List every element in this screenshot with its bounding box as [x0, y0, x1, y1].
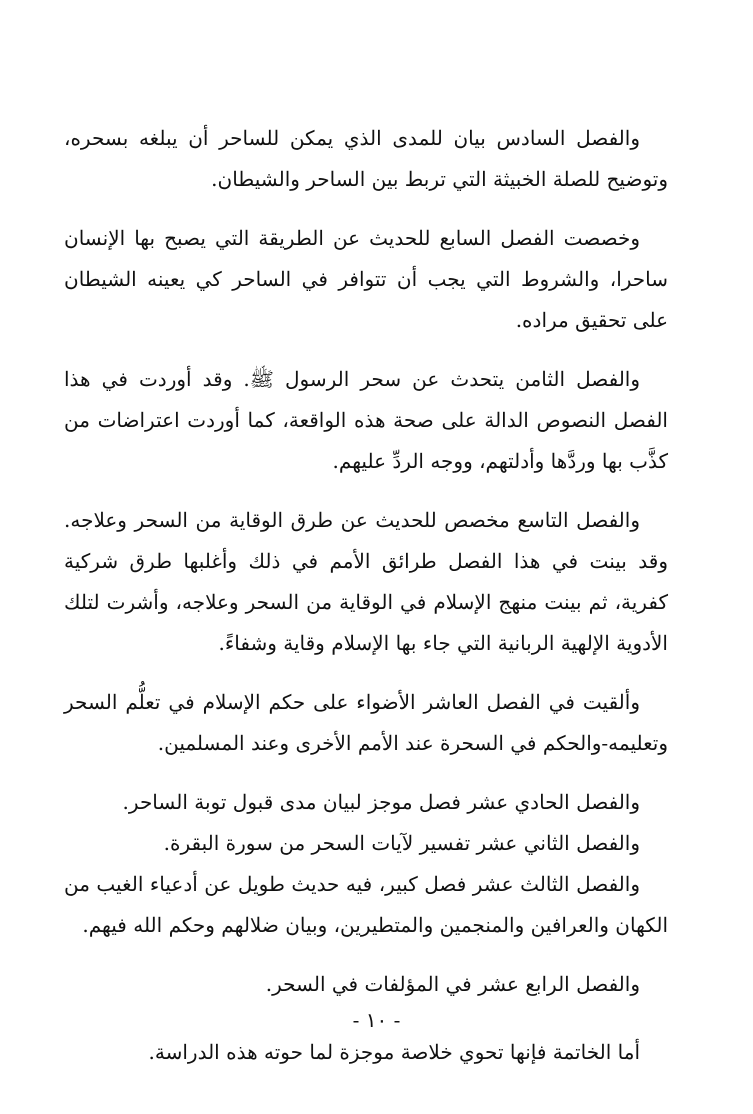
paragraph-chapter-10: وألقيت في الفصل العاشر الأضواء على حكم الإسلام في تعلُّم السحر وتعليمه-والحكم في السحرة عند الأمم الأخرى وعند المسلمين. — [64, 690, 668, 755]
paragraph-chapter-9: والفصل التاسع مخصص للحديث عن طرق الوقاية من السحر وعلاجه. وقد بينت في هذا الفصل طرائق الأمم في ذلك وأغلبها طرق شركية كفرية، ثم بينت منهج الإسلام في الوقاية من السحر وعلاجه، وأشرت لتلك الأدوية الإلهية الربانية التي جاء بها الإسلام وقاية وشفاءً. — [64, 508, 668, 655]
paragraph-chapter-7: وخصصت الفصل السابع للحديث عن الطريقة التي يصبح بها الإنسان ساحرا، والشروط التي يجب أن تتوافر في الساحر كي يعينه الشيطان على تحقيق مراده. — [64, 226, 668, 332]
page-body — [64, 118, 668, 1091]
paragraph-chapter-11: والفصل الحادي عشر فصل موجز لبيان مدى قبول توبة الساحر. — [122, 790, 640, 814]
paragraph-chapter-8: والفصل الثامن يتحدث عن سحر الرسول ﷺ. وقد أوردت في هذا الفصل النصوص الدالة على صحة هذه الواقعة، كما أوردت اعتراضات من كذَّب بها وردَّها وأدلتهم، ووجه الردِّ عليهم. — [64, 367, 668, 473]
paragraph-chapter-13: والفصل الثالث عشر فصل كبير، فيه حديث طويل عن أدعياء الغيب من الكهان والعرافين والمنجمين والمتطيرين، وبيان ضلالهم وحكم الله فيهم. — [64, 872, 668, 937]
paragraph-chapter-14: والفصل الرابع عشر في المؤلفات في السحر. — [265, 972, 640, 996]
paragraph-chapter-6: والفصل السادس بيان للمدى الذي يمكن للساحر أن يبلغه بسحره، وتوضيح للصلة الخبيثة التي تربط بين الساحر والشيطان. — [64, 126, 668, 191]
page-number: - ١٠ - — [352, 1008, 401, 1032]
paragraph-chapter-12: والفصل الثاني عشر تفسير لآيات السحر من سورة البقرة. — [163, 831, 640, 855]
paragraph-conclusion: أما الخاتمة فإنها تحوي خلاصة موجزة لما حوته هذه الدراسة. — [148, 1040, 640, 1064]
